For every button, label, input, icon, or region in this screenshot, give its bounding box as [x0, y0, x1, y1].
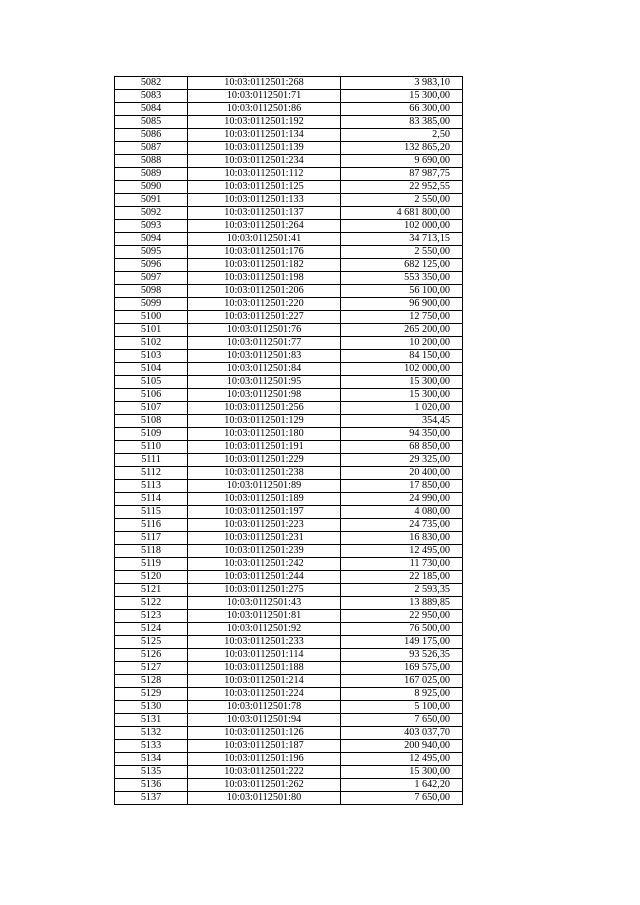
cadastral-number-cell: 10:03:0112501:137 — [188, 207, 341, 220]
table-row — [115, 675, 463, 688]
value-cell: 102 000,00 — [341, 363, 463, 376]
table-row — [115, 155, 463, 168]
cadastral-number-cell: 10:03:0112501:189 — [188, 493, 341, 506]
value-cell: 265 200,00 — [341, 324, 463, 337]
cadastral-number-cell: 10:03:0112501:134 — [188, 129, 341, 142]
row-number-cell: 5127 — [115, 662, 188, 675]
table-row — [115, 467, 463, 480]
table-row — [115, 428, 463, 441]
cadastral-number-cell: 10:03:0112501:223 — [188, 519, 341, 532]
table-row — [115, 142, 463, 155]
cadastral-number-cell: 10:03:0112501:196 — [188, 753, 341, 766]
row-number-cell: 5122 — [115, 597, 188, 610]
value-cell: 68 850,00 — [341, 441, 463, 454]
cadastral-number-cell: 10:03:0112501:242 — [188, 558, 341, 571]
table-row — [115, 792, 463, 805]
value-cell: 87 987,75 — [341, 168, 463, 181]
cadastral-number-cell: 10:03:0112501:224 — [188, 688, 341, 701]
table-row — [115, 376, 463, 389]
table-row — [115, 415, 463, 428]
row-number-cell: 5105 — [115, 376, 188, 389]
table-row — [115, 90, 463, 103]
row-number-cell: 5099 — [115, 298, 188, 311]
cadastral-number-cell: 10:03:0112501:43 — [188, 597, 341, 610]
data-table — [114, 76, 463, 805]
row-number-cell: 5134 — [115, 753, 188, 766]
table-row — [115, 402, 463, 415]
table-row — [115, 129, 463, 142]
cadastral-number-cell: 10:03:0112501:129 — [188, 415, 341, 428]
table-row — [115, 714, 463, 727]
cadastral-number-cell: 10:03:0112501:89 — [188, 480, 341, 493]
value-cell: 16 830,00 — [341, 532, 463, 545]
row-number-cell: 5110 — [115, 441, 188, 454]
cadastral-number-cell: 10:03:0112501:77 — [188, 337, 341, 350]
table-row — [115, 389, 463, 402]
row-number-cell: 5108 — [115, 415, 188, 428]
row-number-cell: 5125 — [115, 636, 188, 649]
table-row — [115, 285, 463, 298]
cadastral-number-cell: 10:03:0112501:133 — [188, 194, 341, 207]
value-cell: 94 350,00 — [341, 428, 463, 441]
cadastral-number-cell: 10:03:0112501:92 — [188, 623, 341, 636]
value-cell: 4 681 800,00 — [341, 207, 463, 220]
value-cell: 76 500,00 — [341, 623, 463, 636]
cadastral-number-cell: 10:03:0112501:41 — [188, 233, 341, 246]
cadastral-number-cell: 10:03:0112501:227 — [188, 311, 341, 324]
value-cell: 7 650,00 — [341, 792, 463, 805]
cadastral-number-cell: 10:03:0112501:176 — [188, 246, 341, 259]
cadastral-number-cell: 10:03:0112501:114 — [188, 649, 341, 662]
row-number-cell: 5100 — [115, 311, 188, 324]
cadastral-number-cell: 10:03:0112501:84 — [188, 363, 341, 376]
value-cell: 9 690,00 — [341, 155, 463, 168]
value-cell: 17 850,00 — [341, 480, 463, 493]
value-cell: 66 300,00 — [341, 103, 463, 116]
cadastral-number-cell: 10:03:0112501:238 — [188, 467, 341, 480]
table-row — [115, 441, 463, 454]
value-cell: 102 000,00 — [341, 220, 463, 233]
cadastral-number-cell: 10:03:0112501:244 — [188, 571, 341, 584]
row-number-cell: 5095 — [115, 246, 188, 259]
row-number-cell: 5123 — [115, 610, 188, 623]
row-number-cell: 5114 — [115, 493, 188, 506]
row-number-cell: 5091 — [115, 194, 188, 207]
row-number-cell: 5130 — [115, 701, 188, 714]
table-row — [115, 623, 463, 636]
table-row — [115, 246, 463, 259]
value-cell: 13 889,85 — [341, 597, 463, 610]
row-number-cell: 5085 — [115, 116, 188, 129]
row-number-cell: 5113 — [115, 480, 188, 493]
table-row — [115, 740, 463, 753]
row-number-cell: 5103 — [115, 350, 188, 363]
row-number-cell: 5092 — [115, 207, 188, 220]
row-number-cell: 5104 — [115, 363, 188, 376]
row-number-cell: 5109 — [115, 428, 188, 441]
value-cell: 24 990,00 — [341, 493, 463, 506]
value-cell: 2 550,00 — [341, 246, 463, 259]
value-cell: 1 020,00 — [341, 402, 463, 415]
row-number-cell: 5118 — [115, 545, 188, 558]
row-number-cell: 5126 — [115, 649, 188, 662]
value-cell: 553 350,00 — [341, 272, 463, 285]
row-number-cell: 5128 — [115, 675, 188, 688]
value-cell: 11 730,00 — [341, 558, 463, 571]
cadastral-number-cell: 10:03:0112501:233 — [188, 636, 341, 649]
table-row — [115, 480, 463, 493]
value-cell: 22 952,55 — [341, 181, 463, 194]
value-cell: 10 200,00 — [341, 337, 463, 350]
table-row — [115, 636, 463, 649]
table-row — [115, 233, 463, 246]
cadastral-number-cell: 10:03:0112501:191 — [188, 441, 341, 454]
cadastral-number-cell: 10:03:0112501:262 — [188, 779, 341, 792]
table-row — [115, 753, 463, 766]
table-row — [115, 662, 463, 675]
row-number-cell: 5119 — [115, 558, 188, 571]
cadastral-number-cell: 10:03:0112501:98 — [188, 389, 341, 402]
value-cell: 83 385,00 — [341, 116, 463, 129]
table-row — [115, 493, 463, 506]
row-number-cell: 5121 — [115, 584, 188, 597]
cadastral-number-cell: 10:03:0112501:188 — [188, 662, 341, 675]
table-row — [115, 168, 463, 181]
table-row — [115, 688, 463, 701]
value-cell: 56 100,00 — [341, 285, 463, 298]
row-number-cell: 5082 — [115, 77, 188, 90]
value-cell: 12 495,00 — [341, 753, 463, 766]
value-cell: 7 650,00 — [341, 714, 463, 727]
table-row — [115, 207, 463, 220]
row-number-cell: 5117 — [115, 532, 188, 545]
value-cell: 2 550,00 — [341, 194, 463, 207]
value-cell: 22 185,00 — [341, 571, 463, 584]
row-number-cell: 5112 — [115, 467, 188, 480]
row-number-cell: 5083 — [115, 90, 188, 103]
cadastral-number-cell: 10:03:0112501:187 — [188, 740, 341, 753]
table-row — [115, 350, 463, 363]
cadastral-number-cell: 10:03:0112501:239 — [188, 545, 341, 558]
row-number-cell: 5089 — [115, 168, 188, 181]
value-cell: 3 983,10 — [341, 77, 463, 90]
value-cell: 96 900,00 — [341, 298, 463, 311]
row-number-cell: 5124 — [115, 623, 188, 636]
row-number-cell: 5111 — [115, 454, 188, 467]
value-cell: 84 150,00 — [341, 350, 463, 363]
table-row — [115, 649, 463, 662]
row-number-cell: 5096 — [115, 259, 188, 272]
table-row — [115, 298, 463, 311]
cadastral-number-cell: 10:03:0112501:94 — [188, 714, 341, 727]
table-row — [115, 766, 463, 779]
row-number-cell: 5086 — [115, 129, 188, 142]
cadastral-number-cell: 10:03:0112501:231 — [188, 532, 341, 545]
row-number-cell: 5102 — [115, 337, 188, 350]
table-body — [115, 77, 463, 805]
cadastral-number-cell: 10:03:0112501:126 — [188, 727, 341, 740]
table-row — [115, 454, 463, 467]
row-number-cell: 5107 — [115, 402, 188, 415]
cadastral-number-cell: 10:03:0112501:139 — [188, 142, 341, 155]
value-cell: 8 925,00 — [341, 688, 463, 701]
row-number-cell: 5101 — [115, 324, 188, 337]
row-number-cell: 5094 — [115, 233, 188, 246]
row-number-cell: 5084 — [115, 103, 188, 116]
value-cell: 15 300,00 — [341, 389, 463, 402]
table-row — [115, 597, 463, 610]
table-row — [115, 545, 463, 558]
table-row — [115, 610, 463, 623]
cadastral-number-cell: 10:03:0112501:234 — [188, 155, 341, 168]
cadastral-number-cell: 10:03:0112501:80 — [188, 792, 341, 805]
row-number-cell: 5116 — [115, 519, 188, 532]
table-row — [115, 519, 463, 532]
row-number-cell: 5135 — [115, 766, 188, 779]
cadastral-number-cell: 10:03:0112501:275 — [188, 584, 341, 597]
row-number-cell: 5106 — [115, 389, 188, 402]
table-row — [115, 701, 463, 714]
cadastral-number-cell: 10:03:0112501:214 — [188, 675, 341, 688]
table-row — [115, 116, 463, 129]
value-cell: 169 575,00 — [341, 662, 463, 675]
cadastral-number-cell: 10:03:0112501:256 — [188, 402, 341, 415]
value-cell: 132 865,20 — [341, 142, 463, 155]
value-cell: 354,45 — [341, 415, 463, 428]
table-row — [115, 727, 463, 740]
value-cell: 1 642,20 — [341, 779, 463, 792]
value-cell: 200 940,00 — [341, 740, 463, 753]
value-cell: 24 735,00 — [341, 519, 463, 532]
value-cell: 149 175,00 — [341, 636, 463, 649]
cadastral-number-cell: 10:03:0112501:83 — [188, 350, 341, 363]
table-row — [115, 259, 463, 272]
row-number-cell: 5115 — [115, 506, 188, 519]
table-row — [115, 220, 463, 233]
row-number-cell: 5090 — [115, 181, 188, 194]
value-cell: 93 526,35 — [341, 649, 463, 662]
value-cell: 167 025,00 — [341, 675, 463, 688]
table-row — [115, 311, 463, 324]
value-cell: 12 495,00 — [341, 545, 463, 558]
cadastral-number-cell: 10:03:0112501:197 — [188, 506, 341, 519]
cadastral-number-cell: 10:03:0112501:125 — [188, 181, 341, 194]
row-number-cell: 5131 — [115, 714, 188, 727]
value-cell: 20 400,00 — [341, 467, 463, 480]
row-number-cell: 5133 — [115, 740, 188, 753]
cadastral-number-cell: 10:03:0112501:182 — [188, 259, 341, 272]
cadastral-number-cell: 10:03:0112501:192 — [188, 116, 341, 129]
value-cell: 682 125,00 — [341, 259, 463, 272]
value-cell: 5 100,00 — [341, 701, 463, 714]
value-cell: 15 300,00 — [341, 766, 463, 779]
value-cell: 4 080,00 — [341, 506, 463, 519]
value-cell: 34 713,15 — [341, 233, 463, 246]
table-row — [115, 272, 463, 285]
cadastral-number-cell: 10:03:0112501:229 — [188, 454, 341, 467]
row-number-cell: 5088 — [115, 155, 188, 168]
cadastral-number-cell: 10:03:0112501:81 — [188, 610, 341, 623]
value-cell: 2,50 — [341, 129, 463, 142]
cadastral-number-cell: 10:03:0112501:220 — [188, 298, 341, 311]
cadastral-number-cell: 10:03:0112501:95 — [188, 376, 341, 389]
cadastral-number-cell: 10:03:0112501:222 — [188, 766, 341, 779]
cadastral-number-cell: 10:03:0112501:78 — [188, 701, 341, 714]
row-number-cell: 5093 — [115, 220, 188, 233]
cadastral-number-cell: 10:03:0112501:264 — [188, 220, 341, 233]
row-number-cell: 5097 — [115, 272, 188, 285]
row-number-cell: 5132 — [115, 727, 188, 740]
table-row — [115, 779, 463, 792]
table-row — [115, 324, 463, 337]
cadastral-number-cell: 10:03:0112501:71 — [188, 90, 341, 103]
cadastral-number-cell: 10:03:0112501:180 — [188, 428, 341, 441]
value-cell: 15 300,00 — [341, 376, 463, 389]
value-cell: 15 300,00 — [341, 90, 463, 103]
table-row — [115, 571, 463, 584]
table-row — [115, 181, 463, 194]
table-row — [115, 532, 463, 545]
row-number-cell: 5137 — [115, 792, 188, 805]
table-row — [115, 77, 463, 90]
table-row — [115, 337, 463, 350]
cadastral-number-cell: 10:03:0112501:86 — [188, 103, 341, 116]
value-cell: 22 950,00 — [341, 610, 463, 623]
table-row — [115, 103, 463, 116]
cadastral-number-cell: 10:03:0112501:198 — [188, 272, 341, 285]
row-number-cell: 5129 — [115, 688, 188, 701]
row-number-cell: 5136 — [115, 779, 188, 792]
cadastral-number-cell: 10:03:0112501:112 — [188, 168, 341, 181]
value-cell: 2 593,35 — [341, 584, 463, 597]
row-number-cell: 5087 — [115, 142, 188, 155]
table-row — [115, 363, 463, 376]
table-row — [115, 558, 463, 571]
value-cell: 403 037,70 — [341, 727, 463, 740]
row-number-cell: 5098 — [115, 285, 188, 298]
value-cell: 29 325,00 — [341, 454, 463, 467]
table-row — [115, 194, 463, 207]
cadastral-number-cell: 10:03:0112501:206 — [188, 285, 341, 298]
cadastral-number-cell: 10:03:0112501:76 — [188, 324, 341, 337]
table-row — [115, 506, 463, 519]
table-row — [115, 584, 463, 597]
cadastral-number-cell: 10:03:0112501:268 — [188, 77, 341, 90]
value-cell: 12 750,00 — [341, 311, 463, 324]
row-number-cell: 5120 — [115, 571, 188, 584]
